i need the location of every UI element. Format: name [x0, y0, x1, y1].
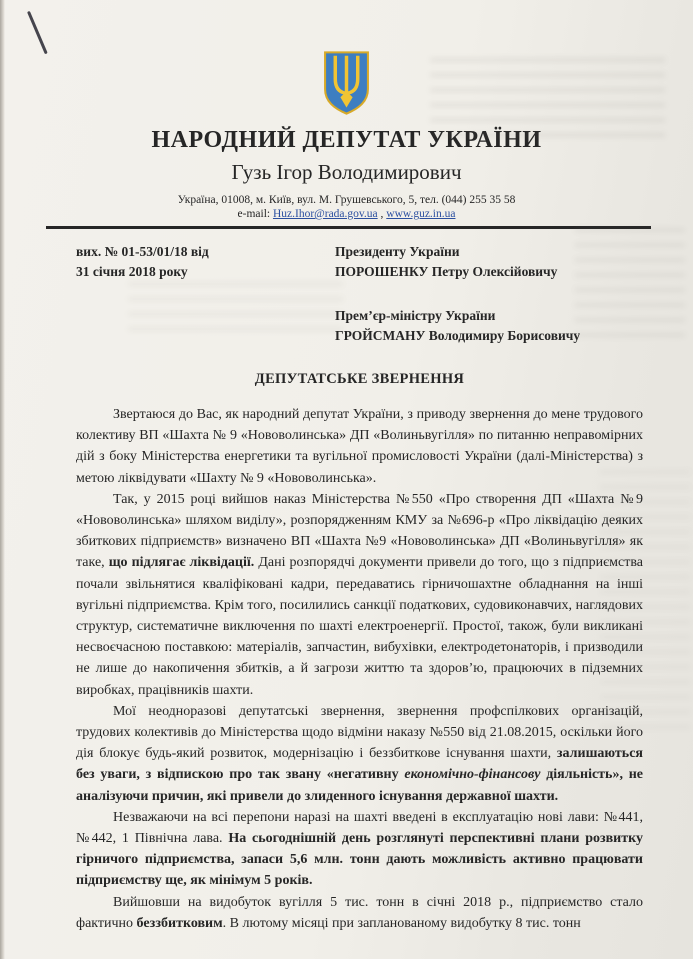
body-paragraph: Мої неодноразові депутатські звернення, звернення профспілкових організацій, трудових колективів до Міністерства щодо відміни наказу №550 від 21.08.2015, оскільки його дія блокує будь-який розвиток, модернізацію і беззбиткове існування шахти, залишаються без уваги, з відпискою про так звану «негативну економічно-фінансову діяльність», не аналізуючи причин, які привели до злиденного існування державної шахти. [76, 703, 643, 804]
recipients-block [335, 242, 643, 346]
recipient-prime-minister [335, 306, 643, 346]
recipient-name: ГРОЙСМАНУ Володимиру Борисовичу [335, 328, 581, 343]
deputy-name: Гузь Ігор Володимирович [231, 160, 462, 184]
body-paragraph: Так, у 2015 році вийшов наказ Міністерства №550 «Про створення ДП «Шахта №9 «Нововолинська» шляхом виділу», розпорядженням КМУ за №696-р «Про ліквідацію деяких збиткових підприємств» визначено ВП «Шахта №9 «Нововолинська» ДП «Волиньвугілля» як таке, що підлягає ліквідації. Дані розпорядчі документи привели до того, що з підприємства почали звільнятися кваліфіковані кадри, передаватись гірничошахтне обладнання на інші вугільні підприємства. Крім того, посилились санкції податкових, судовиконавчих, наглядових структур, систематичне виключення по шахті електроенергії. Простої, також, були викликані несвоєчасною поставкою: матеріалів, запчастин, вибухівки, електродетонаторів, і призводили не лише до накопичення збитків, а й загрози життю та здоров’ю, працюючих в підземних виробках, працівників шахти. [76, 491, 643, 698]
body-paragraph: Незважаючи на всі перепони наразі на шахті введені в експлуатацію нові лави: №441, №442, 1 Північна лава. На сьогоднішній день розглянуті перспективні плани розвитку гірничого підприємства, запаси 5,6 млн. тонн дають можливість активно працювати підприємству ще, як мінімум 5 років. [76, 809, 643, 889]
document-title: ДЕПУТАТСЬКЕ ЗВЕРНЕННЯ [254, 371, 465, 387]
link-separator: , [380, 208, 384, 220]
org-title: НАРОДНИЙ ДЕПУТАТ УКРАЇНИ [151, 127, 542, 153]
recipient-name: ПОРОШЕНКУ Петру Олексійовичу [335, 264, 558, 279]
outgoing-reference-block [76, 242, 331, 346]
recipient-president [335, 242, 643, 282]
reference-date: 31 січня 2018 року [76, 264, 188, 279]
email-link: Huz.Ihor@rada.gov.ua [272, 208, 378, 220]
website-link: www.guz.in.ua [386, 208, 456, 220]
contact-links-line [0, 208, 693, 220]
ukraine-trident-emblem-icon [322, 50, 371, 116]
recipient-title: Президенту України [335, 244, 460, 259]
letterhead-rule [46, 226, 651, 229]
body-paragraph: Вийшовши на видобуток вугілля 5 тис. тонн в січні 2018 р., підприємство стало фактично беззбитковим. В лютому місяці при запланованому видобутку 8 тис. тонн [76, 894, 643, 931]
email-label: e-mail: [237, 208, 271, 220]
reference-number: вих. № 01-53/01/18 від [76, 244, 209, 259]
address-line: Україна, 01008, м. Київ, вул. М. Грушевського, 5, тел. (044) 255 35 58 [177, 194, 516, 206]
scan-edge-shadow [0, 0, 5, 959]
letter-body [76, 404, 643, 934]
reference-and-recipients [76, 242, 643, 346]
letterhead [0, 0, 693, 229]
body-paragraph: Звертаюся до Вас, як народний депутат України, з приводу звернення до мене трудового колективу ВП «Шахта № 9 «Нововолинська» ДП «Волиньвугілля» по питанню неправомірних дій з боку Міністерства енергетики та вугільної промисловості України (далі-Міністерства) з метою ліквідувати «Шахту № 9 «Нововолинська». [76, 407, 643, 486]
letter-content [0, 242, 693, 934]
recipient-title: Прем’єр-міністру України [335, 308, 496, 323]
